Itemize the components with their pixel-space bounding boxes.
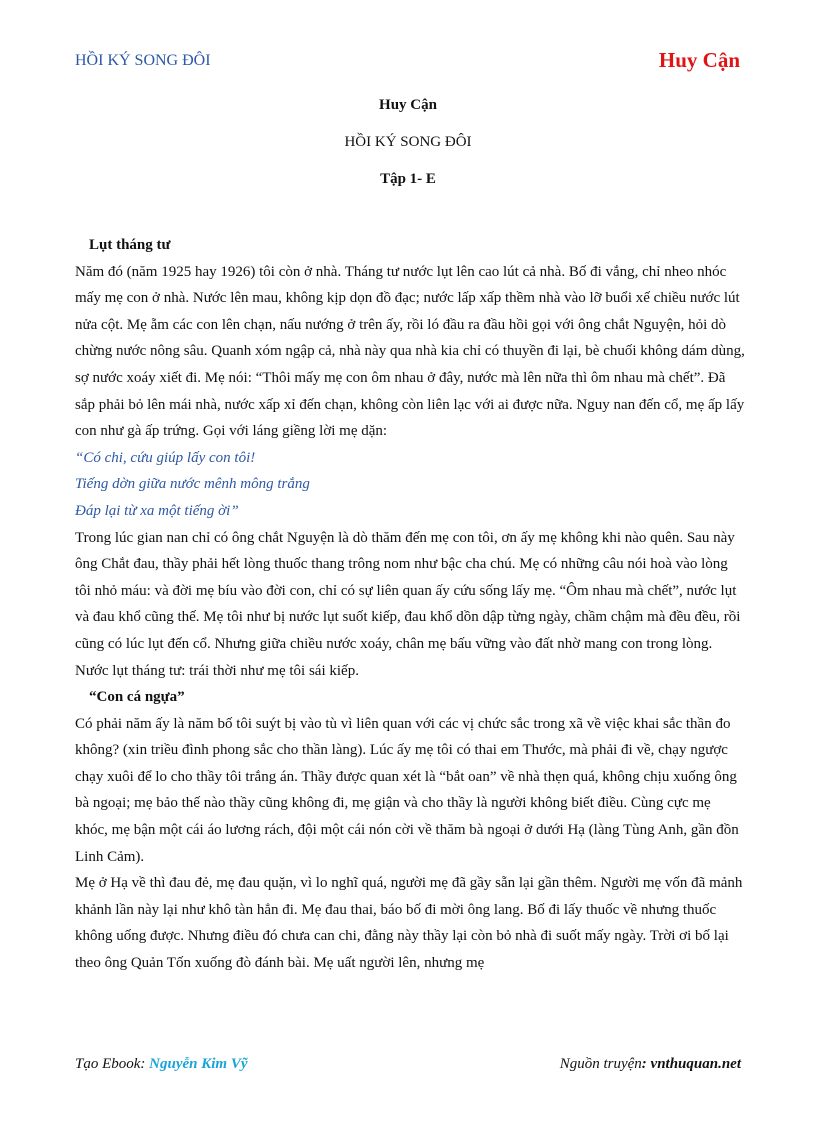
- section-heading: Lụt tháng tư: [89, 237, 171, 253]
- running-header-author: Huy Cận: [658, 48, 740, 72]
- footer-ebook-label: Tạo Ebook: [75, 1056, 141, 1072]
- running-header-title: HỒI KÝ SONG ĐÔI: [75, 52, 211, 69]
- verse-line: “Có chi, cứu giúp lấy con tôi!: [75, 449, 256, 466]
- section-heading: “Con cá ngựa”: [89, 689, 185, 706]
- book-title: HỒI KÝ SONG ĐÔI: [344, 134, 472, 150]
- footer-ebook-credit: Tạo Ebook: Nguyễn Kim Vỹ: [75, 1056, 248, 1072]
- paragraph: Mẹ ở Hạ về thì đau đẻ, mẹ đau quặn, vì lo nghĩ quá, người mẹ đã gầy sẵn lại gần thêm. Người mẹ vốn đã mảnh khảnh lần này lại như khô tàn hẳn đi. Mẹ đau thai, báo bố đi mời ông lang. Bố đi lấy thuốc về nhưng thuốc không uống được. Nhưng điều đó chưa can chi, đằng này thầy lại còn bỏ nhà đi suốt mấy ngày. Trời ơi bố lại theo ông Quản Tốn xuống đò đánh bài. Mẹ uất người lên, nhưng mẹ: [75, 875, 743, 972]
- paragraph: Trong lúc gian nan chỉ có ông chắt Nguyện là dò thăm đến mẹ con tôi, ơn ấy mẹ không khi nào quên. Sau này ông Chắt đau, thầy phải hết lòng thuốc thang trông nom như bậc cha chú. Mẹ có những câu nói hoà vào lòng tôi nhỏ máu: và đời mẹ bíu vào đời con, chỉ có sự liên quan ấy cứu sống lấy mẹ. “Ôm nhau mà chết”, nước lụt và đau khổ cũng thế. Mẹ tôi như bị nước lụt suốt kiếp, đau khổ dồn dập từng ngày, chầm chậm mà đều đều, rồi cũng có lúc lụt đến cổ. Nhưng giữa chiều nước xoáy, chân mẹ bấu vững vào đất nhờ mang con trong lòng. Nước lụt tháng tư: trái thời như mẹ tôi sái kiếp.: [75, 529, 741, 679]
- footer-ebook-name: Nguyễn Kim Vỹ: [149, 1056, 248, 1072]
- footer-source-label: Nguồn truyện: [559, 1056, 642, 1072]
- author-name: Huy Cận: [379, 97, 437, 113]
- footer-source: Nguồn truyện: vnthuquan.net: [559, 1056, 741, 1072]
- paragraph: Năm đó (năm 1925 hay 1926) tôi còn ở nhà. Tháng tư nước lụt lên cao lút cả nhà. Bố đi vắng, chỉ nheo nhóc mấy mẹ con ở nhà. Nước lên mau, không kịp dọn đồ đạc; nước lấp xấp thềm nhà vào lỡ buổi xế chiều nước lút nửa cột. Mẹ ẵm các con lên chạn, nấu nướng ở trên ấy, rồi ló đầu ra đầu hồi gọi với ông chắt Nguyện, hỏi dò chừng nước nông sâu. Quanh xóm ngập cả, nhà này qua nhà kia chỉ có thuyền đi lại, bè chuối không dám dùng, sợ nước xoáy xiết đi. Mẹ nói: “Thôi mấy mẹ con ôm nhau ở đây, nước mà lên nữa thì ôm nhau mà chết”. Đã sắp phải bỏ lên mái nhà, nước xấp xỉ đến chạn, không còn liên lạc với ai được nữa. Nguy nan đến cổ, mẹ ấp lấy con như gà ấp trứng. Gọi với láng giềng lời mẹ dặn:: [75, 263, 745, 440]
- volume-label: Tập 1- E: [380, 171, 436, 187]
- footer-source-site: vnthuquan.net: [650, 1056, 741, 1072]
- paragraph: Có phải năm ấy là năm bố tôi suýt bị vào tù vì liên quan với các vị chức sắc trong xã về việc khai sắc thần đo không? (xin triều đình phong sắc cho thần làng). Lúc ấy mẹ tôi có thai em Thước, mà phải đi về, chạy ngược chạy xuôi để lo cho thầy tôi trắng án. Thầy được quan xét là “bắt oan” về nhà thẹn quá, không chịu xuống ông bà ngoại; mẹ bảo thế nào thầy cũng không đi, mẹ giận và cho thầy là người không biết điều. Cùng cực mẹ khóc, mẹ bận một cái áo lương rách, đội một cái nón cời về thăm bà ngoại ở dưới Hạ (làng Tùng Anh, gần đồn Linh Cảm).: [75, 715, 739, 865]
- verse-line: Đáp lại từ xa một tiếng ời”: [75, 502, 239, 519]
- main-text: [75, 232, 745, 977]
- verse-line: Tiếng dờn giữa nước mênh mông trắng: [75, 476, 310, 493]
